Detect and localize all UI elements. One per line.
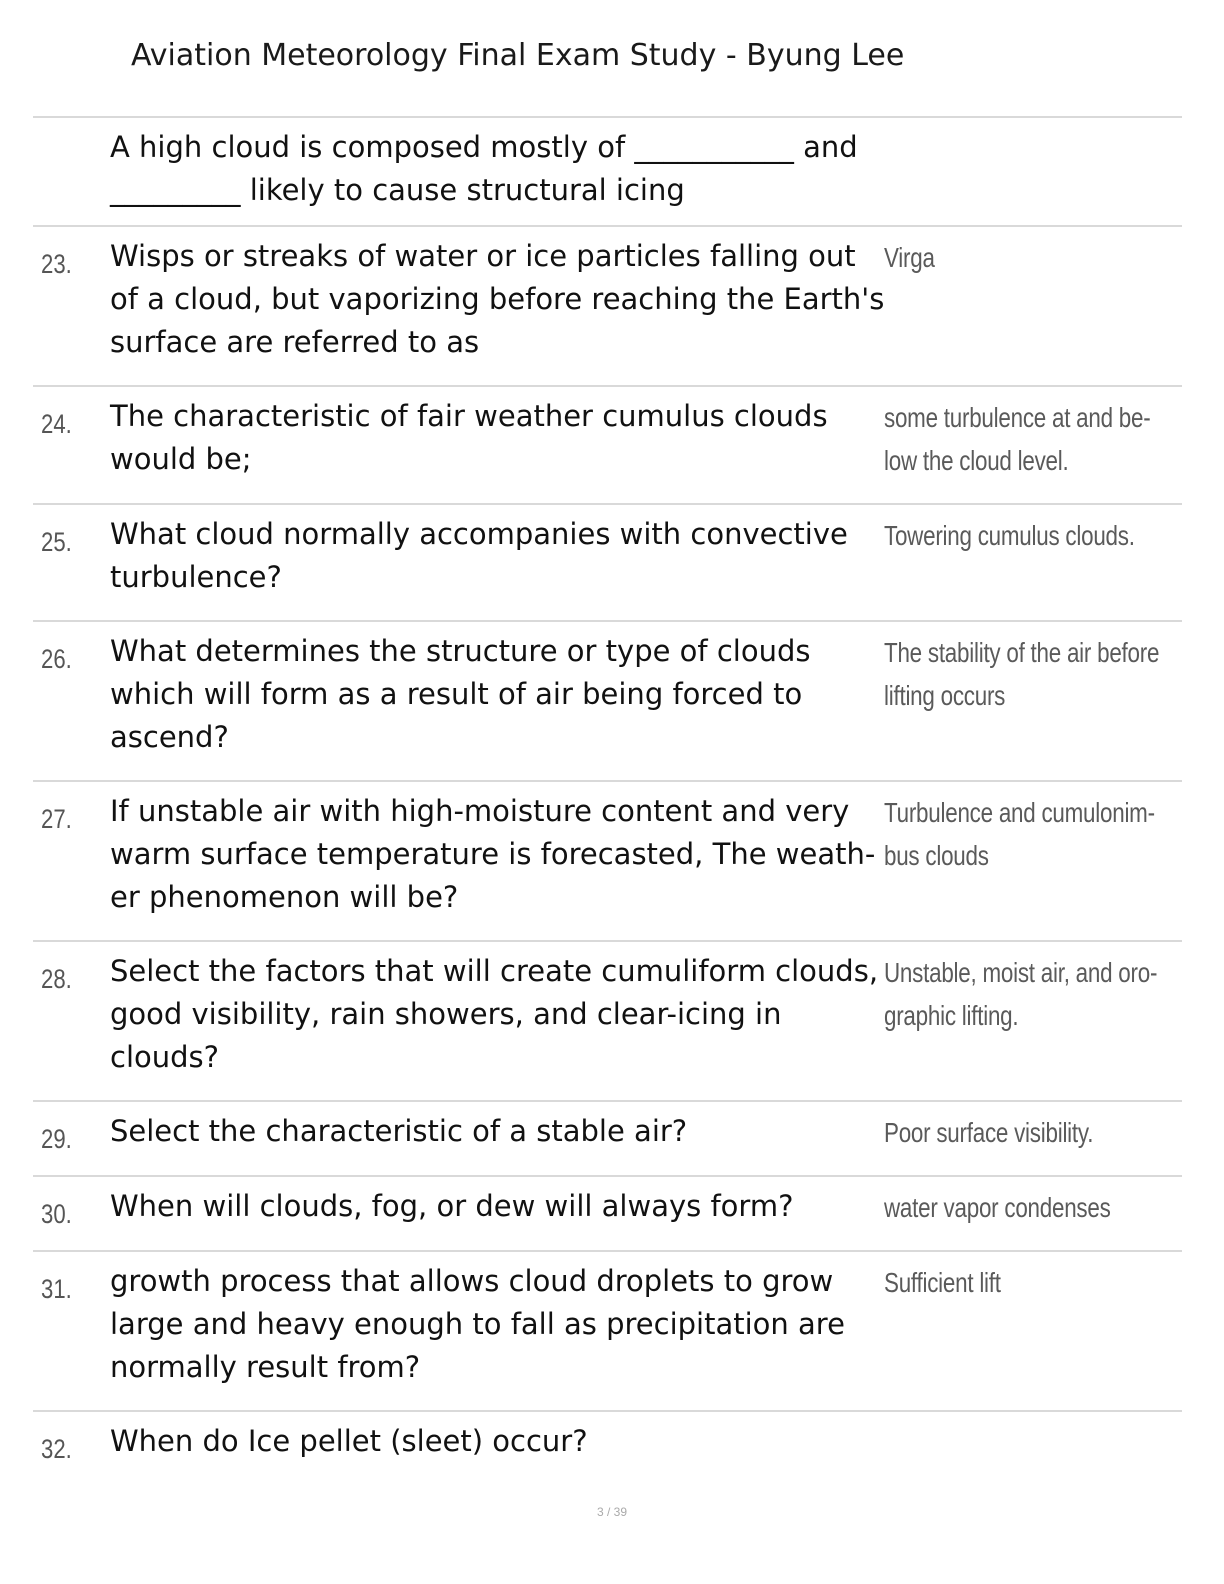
flashcard-table xyxy=(33,116,1182,1482)
row-number: 32. xyxy=(41,1434,72,1464)
answer-text: The stability of the air before lifting occurs xyxy=(884,637,1160,711)
flashcard-row xyxy=(33,1252,1182,1412)
flashcard-row xyxy=(33,782,1182,942)
row-number: 23. xyxy=(41,249,72,279)
question-text: Select the characteristic of a stable air? xyxy=(110,1114,688,1148)
flashcard-row xyxy=(33,227,1182,387)
row-number: 27. xyxy=(41,804,72,834)
flashcard-row xyxy=(33,118,1182,227)
question-text: A high cloud is composed mostly of ___________ and _________ likely to cause structural icing xyxy=(110,130,858,207)
row-number: 24. xyxy=(41,409,72,439)
document-title: Aviation Meteorology Final Exam Study - Byung Lee xyxy=(131,38,905,73)
answer-text: some turbulence at and be- low the cloud level. xyxy=(884,402,1151,476)
answer-text: Sufficient lift xyxy=(884,1267,1001,1298)
answer-text: Turbulence and cumulonim- bus clouds xyxy=(884,797,1155,871)
answer-text: water vapor condenses xyxy=(884,1192,1111,1223)
question-text: Wisps or streaks of water or ice particles falling out of a cloud, but vaporizing before reaching the Earth's surface are referred to as xyxy=(110,239,885,359)
answer-text: Towering cumulus clouds. xyxy=(884,520,1135,551)
page-indicator: 3 / 39 xyxy=(596,1505,628,1519)
flashcard-row xyxy=(33,505,1182,622)
flashcard-row xyxy=(33,1412,1182,1482)
question-text: When will clouds, fog, or dew will always form? xyxy=(110,1189,794,1223)
flashcard-row xyxy=(33,622,1182,782)
flashcard-row xyxy=(33,942,1182,1102)
question-text: growth process that allows cloud droplets to grow large and heavy enough to fall as precipitation are normally result from? xyxy=(110,1264,845,1384)
question-text: What determines the structure or type of clouds which will form as a result of air being forced to ascend? xyxy=(110,634,811,754)
flashcard-row xyxy=(33,387,1182,505)
question-text: The characteristic of fair weather cumulus clouds would be; xyxy=(110,399,828,476)
question-text: If unstable air with high-moisture content and very warm surface temperature is forecasted, The weath- er phenomenon will be? xyxy=(110,794,876,914)
row-number: 29. xyxy=(41,1124,72,1154)
answer-text: Poor surface visibility. xyxy=(884,1117,1094,1148)
flashcard-row xyxy=(33,1177,1182,1252)
answer-text: Virga xyxy=(884,242,935,273)
row-number: 26. xyxy=(41,644,72,674)
flashcard-row xyxy=(33,1102,1182,1177)
row-number: 30. xyxy=(41,1199,72,1229)
question-text: Select the factors that will create cumuliform clouds, good visibility, rain showers, and clear-icing in clouds? xyxy=(110,954,879,1074)
question-text: When do Ice pellet (sleet) occur? xyxy=(110,1424,588,1458)
row-number: 25. xyxy=(41,527,72,557)
question-text: What cloud normally accompanies with convective turbulence? xyxy=(110,517,848,594)
row-number: 31. xyxy=(41,1274,72,1304)
answer-text: Unstable, moist air, and oro- graphic lifting. xyxy=(884,957,1158,1031)
row-number: 28. xyxy=(41,964,72,994)
